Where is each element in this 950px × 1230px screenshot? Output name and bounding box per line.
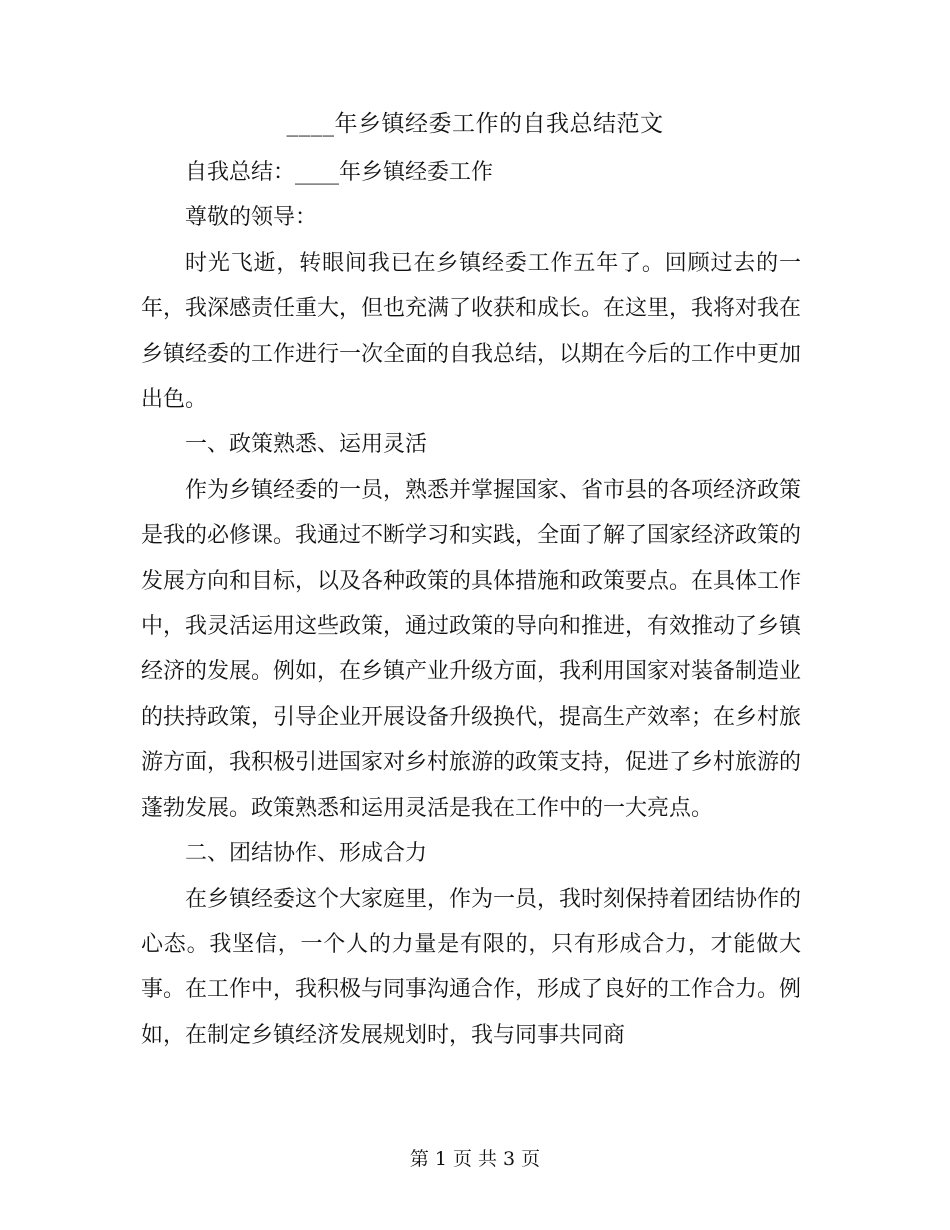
paragraph-section-1: 作为乡镇经委的一员，熟悉并掌握国家、省市县的各项经济政策是我的必修课。我通过不断学习和实践，全面了解了国家经济政策的发展方向和目标，以及各种政策的具体措施和政策要点。在具体工作中，我灵活运用这些政策，通过政策的导向和推进，有效推动了乡镇经济的发展。例如，在乡镇产业升级方面，我利用国家对装备制造业的扶持政策，引导企业开展设备升级换代，提高生产效率；在乡村旅游方面，我积极引进国家对乡村旅游的政策支持，促进了乡村旅游的蓬勃发展。政策熟悉和运用灵活是我在工作中的一大亮点。 (141, 477, 802, 821)
section-heading-2: 二、团结协作、形成合力 (185, 841, 428, 867)
paragraph-salutation: 尊敬的领导： (185, 205, 318, 231)
page-footer: 第 1 页 共 3 页 (409, 1148, 541, 1170)
document-body (141, 150, 801, 1058)
section-heading-1: 一、政策熟悉、运用灵活 (185, 432, 428, 458)
paragraph-section-2: 在乡镇经委这个大家庭里，作为一员，我时刻保持着团结协作的心态。我坚信，一个人的力量是有限的，只有形成合力，才能做大事。在工作中，我积极与同事沟通合作，形成了良好的工作合力。例如，在制定乡镇经济发展规划时，我与同事共同商 (141, 886, 802, 1048)
paragraph-summary-heading: 自我总结：____年乡镇经委工作 (185, 160, 494, 185)
document-title: ____年乡镇经委工作的自我总结范文 (286, 111, 664, 137)
paragraph-intro: 时光飞逝，转眼间我已在乡镇经委工作五年了。回顾过去的一年，我深感责任重大，但也充满了收获和成长。在这里，我将对我在乡镇经委的工作进行一次全面的自我总结，以期在今后的工作中更加出色。 (141, 250, 802, 413)
